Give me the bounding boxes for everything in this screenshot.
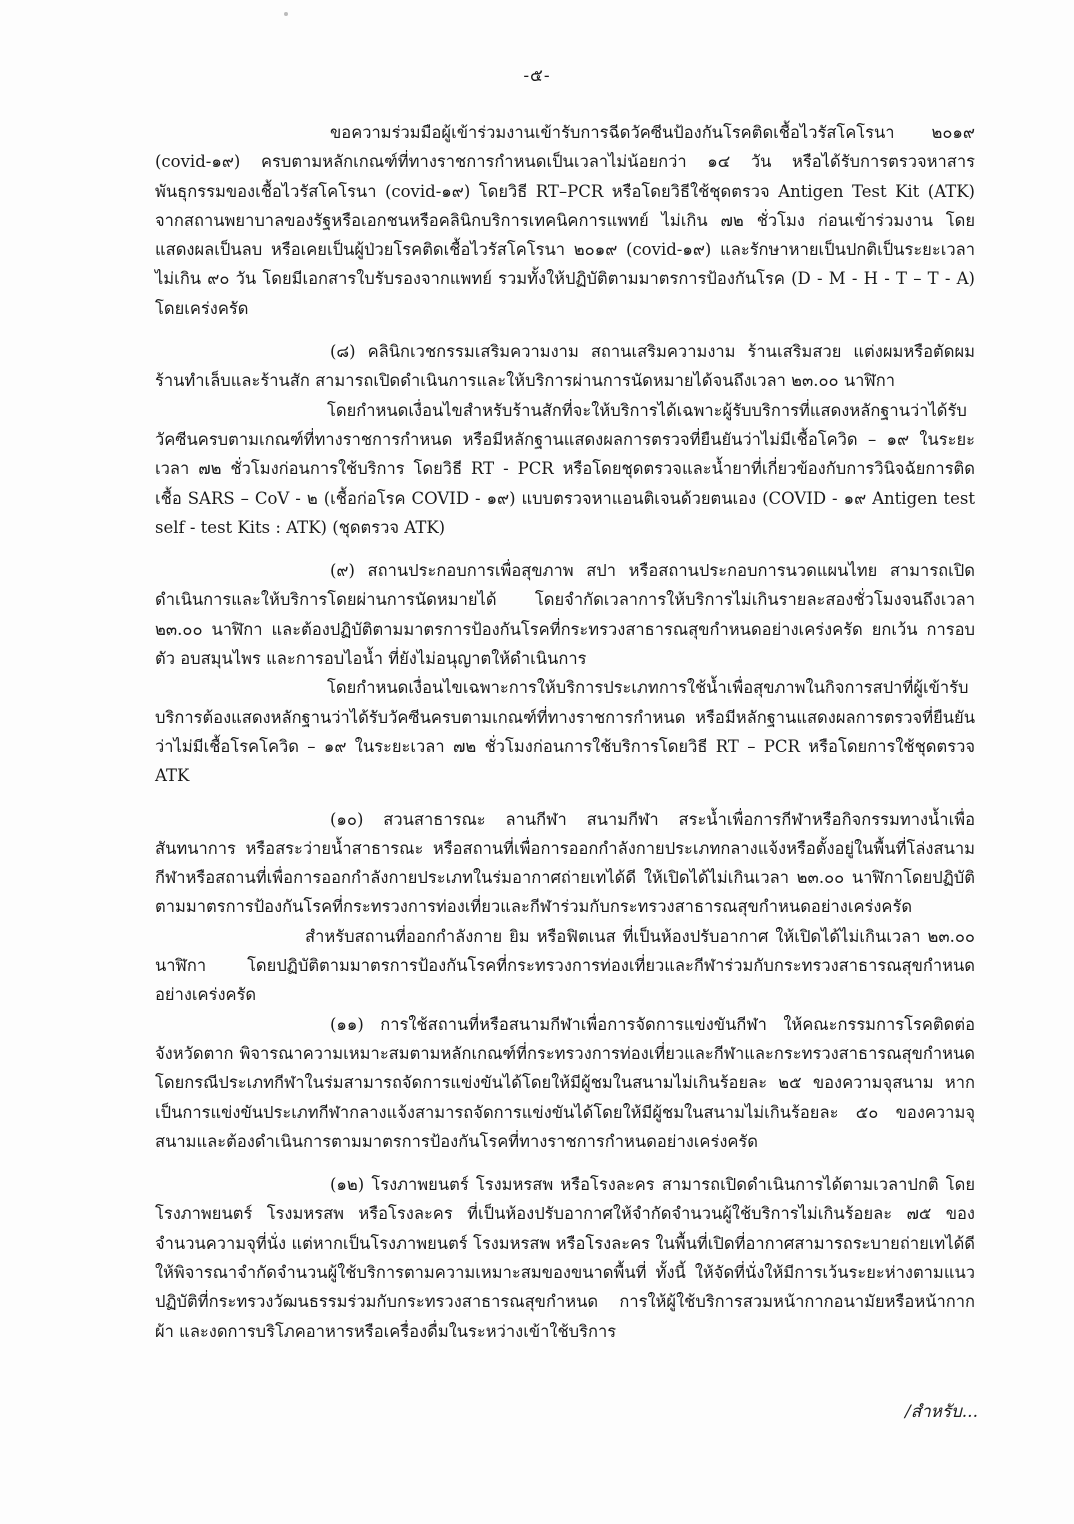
paragraph-gap (155, 1156, 975, 1170)
page-number: -๕- (523, 66, 551, 86)
paragraph-item-10-gym: สำหรับสถานที่ออกกำลังกาย ยิม หรือฟิตเนส ที่เป็นห้องปรับอากาศ ให้เปิดได้ไม่เกินเวลา ๒๓.๐๐ นาฬิกา โดยปฏิบัติตามมาตรการป้องกันโรคที่กระทรวงการท่องเที่ยวและกีฬาร่วมกับกระทรวงสาธารณสุขกำหนดอย่างเคร่งครัด (155, 926, 975, 1005)
paragraph-gap (155, 791, 975, 805)
paragraph-item-9-condition: โดยกำหนดเงื่อนไขเฉพาะการให้บริการประเภทการใช้น้ำเพื่อสุขภาพในกิจการสปาที่ผู้เข้ารับบริการต้องแสดงหลักฐานว่าได้รับวัคซีนครบตามเกณฑ์ที่ทางราชการกำหนด หรือมีหลักฐานแสดงผลการตรวจที่ยืนยันว่าไม่มีเชื้อโรคโควิด – ๑๙ ในระยะเวลา ๗๒ ชั่วโมงก่อนการใช้บริการโดยวิธี RT – PCR หรือโดยการใช้ชุดตรวจ ATK (155, 678, 975, 786)
paragraph-item-10: (๑๐) สวนสาธารณะ ลานกีฬา สนามกีฬา สระน้ำเพื่อการกีฬาหรือกิจกรรมทางน้ำเพื่อสันทนาการ หรือสระว่ายน้ำสาธารณะ หรือสถานที่เพื่อการออกกำลังกายประเภทกลางแจ้งหรือตั้งอยู่ในพื้นที่โล่งสนามกีฬาหรือสถานที่เพื่อการออกกำลังกายประเภทในร่มอากาศถ่ายเทได้ดี ให้เปิดได้ไม่เกินเวลา ๒๓.๐๐ นาฬิกาโดยปฏิบัติตามมาตรการป้องกันโรคที่กระทรวงการท่องเที่ยวและกีฬาร่วมกับกระทรวงสาธารณสุขกำหนดอย่างเคร่งครัด (155, 809, 975, 917)
paragraph-item-8-condition: โดยกำหนดเงื่อนไขสำหรับร้านสักที่จะให้บริการได้เฉพาะผู้รับบริการที่แสดงหลักฐานว่าได้รับวัคซีนครบตามเกณฑ์ที่ทางราชการกำหนด หรือมีหลักฐานแสดงผลการตรวจที่ยืนยันว่าไม่มีเชื้อโควิด – ๑๙ ในระยะเวลา ๗๒ ชั่วโมงก่อนการใช้บริการ โดยวิธี RT - PCR หรือโดยชุดตรวจและน้ำยาที่เกี่ยวข้องกับการวินิจฉัยการติดเชื้อ SARS – CoV - ๒ (เชื้อก่อโรค COVID - ๑๙) แบบตรวจหาแอนติเจนด้วยตนเอง (COVID - ๑๙ Antigen test self - test Kits : ATK) (ชุดตรวจ ATK) (155, 400, 975, 537)
paragraph-item-11: (๑๑) การใช้สถานที่หรือสนามกีฬาเพื่อการจัดการแข่งขันกีฬา ให้คณะกรรมการโรคติดต่อจังหวัดตาก พิจารณาความเหมาะสมตามหลักเกณฑ์ที่กระทรวงการท่องเที่ยวและกีฬาและกระทรวงสาธารณสุขกำหนด โดยกรณีประเภทกีฬาในร่มสามารถจัดการแข่งขันได้โดยให้มีผู้ชมในสนามไม่เกินร้อยละ ๒๕ ของความจุสนาม หากเป็นการแข่งขันประเภทกีฬากลางแจ้งสามารถจัดการแข่งขันได้โดยให้มีผู้ชมในสนามไม่เกินร้อยละ ๕๐ ของความจุสนามและต้องดำเนินการตามมาตรการป้องกันโรคที่ทางราชการกำหนดอย่างเคร่งครัด (155, 1014, 975, 1151)
document-body (155, 118, 975, 1346)
paragraph-intro: ขอความร่วมมือผู้เข้าร่วมงานเข้ารับการฉีดวัคซีนป้องกันโรคติดเชื้อไวรัสโคโรนา ๒๐๑๙ (covid-๑๙) ครบตามหลักเกณฑ์ที่ทางราชการกำหนดเป็นเวลาไม่น้อยกว่า ๑๔ วัน หรือได้รับการตรวจหาสารพันธุกรรมของเชื้อไวรัสโคโรนา (covid-๑๙) โดยวิธี RT–PCR หรือโดยวิธีใช้ชุดตรวจ Antigen Test Kit (ATK) จากสถานพยาบาลของรัฐหรือเอกชนหรือคลินิกบริการเทคนิคการแพทย์ ไม่เกิน ๗๒ ชั่วโมง ก่อนเข้าร่วมงาน โดยแสดงผลเป็นลบ หรือเคยเป็นผู้ป่วยโรคติดเชื้อไวรัสโคโรนา ๒๐๑๙ (covid-๑๙) และรักษาหายเป็นปกติเป็นระยะเวลาไม่เกิน ๙๐ วัน โดยมีเอกสารใบรับรองจากแพทย์ รวมทั้งให้ปฏิบัติตามมาตรการป้องกันโรค (D - M - H - T – T - A) โดยเคร่งครัด (155, 123, 975, 318)
paragraph-item-8: (๘) คลินิกเวชกรรมเสริมความงาม สถานเสริมความงาม ร้านเสริมสวย แต่งผมหรือตัดผม ร้านทำเล็บและร้านสัก สามารถเปิดดำเนินการและให้บริการผ่านการนัดหมายได้จนถึงเวลา ๒๓.๐๐ นาฬิกา (155, 342, 975, 391)
paragraph-item-12: (๑๒) โรงภาพยนตร์ โรงมหรสพ หรือโรงละคร สามารถเปิดดำเนินการได้ตามเวลาปกติ โดยโรงภาพยนตร์ โรงมหรสพ หรือโรงละคร ที่เป็นห้องปรับอากาศให้จำกัดจำนวนผู้ใช้บริการไม่เกินร้อยละ ๗๕ ของจำนวนความจุที่นั่ง แต่หากเป็นโรงภาพยนตร์ โรงมหรสพ หรือโรงละคร ในพื้นที่เปิดที่อากาศสามารถระบายถ่ายเทได้ดี ให้พิจารณาจำกัดจำนวนผู้ใช้บริการตามความเหมาะสมของขนาดพื้นที่ ทั้งนี้ ให้จัดที่นั่งให้มีการเว้นระยะห่างตามแนวปฏิบัติที่กระทรวงวัฒนธรรมร่วมกับกระทรวงสาธารณสุขกำหนด การให้ผู้ใช้บริการสวมหน้ากากอนามัยหรือหน้ากากผ้า และงดการบริโภคอาหารหรือเครื่องดื่มในระหว่างเข้าใช้บริการ (155, 1175, 975, 1341)
paragraph-gap (155, 542, 975, 556)
scan-speck (284, 12, 288, 16)
paragraph-item-9: (๙) สถานประกอบการเพื่อสุขภาพ สปา หรือสถานประกอบการนวดแผนไทย สามารถเปิดดำเนินการและให้บริการโดยผ่านการนัดหมายได้ โดยจำกัดเวลาการให้บริการไม่เกินรายละสองชั่วโมงจนถึงเวลา ๒๓.๐๐ นาฬิกา และต้องปฏิบัติตามมาตรการป้องกันโรคที่กระทรวงสาธารณสุขกำหนดอย่างเคร่งครัด ยกเว้น การอบตัว อบสมุนไพร และการอบไอน้ำ ที่ยังไม่อนุญาตให้ดำเนินการ (155, 561, 975, 669)
continuation-marker: /สำหรับ... (905, 1402, 978, 1422)
paragraph-gap (155, 323, 975, 337)
